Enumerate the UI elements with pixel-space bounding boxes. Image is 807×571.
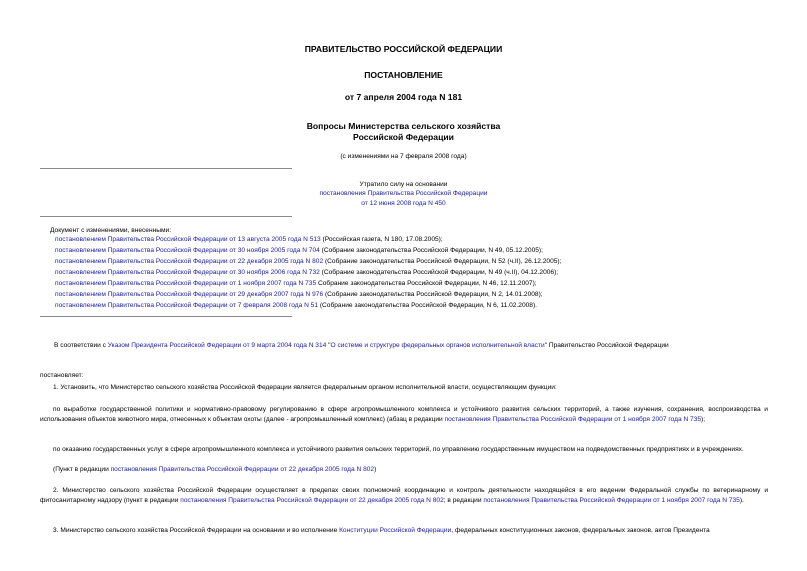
change-item xyxy=(55,247,543,254)
change-source: (Собрание законодательства Российской Федерации, N 2, 14.01.2008); xyxy=(323,291,543,298)
document-type: ПОСТАНОВЛЕНИЕ xyxy=(364,70,443,80)
change-item xyxy=(55,236,443,243)
document-title-line2: Российской Федерации xyxy=(353,132,454,142)
government-name: ПРАВИТЕЛЬСТВО РОССИЙСКОЙ ФЕДЕРАЦИИ xyxy=(304,44,503,54)
change-link[interactable]: постановлением Правительства Российской Федерации от 29 декабря 2007 года N 976 xyxy=(55,291,324,298)
item-2: 2. Министерство сельского хозяйства Российской Федерации осуществляет в пределах своих полномочий координацию и контроль деятельности находящейся в его ведении Федеральной службы по ветеринарному и фитосанитарному надзору (пункт в редакции постановления Правительства Российской Федерации от 22 декабря 2005 года N 802; в редакции постановления Правительства Российской Федерации от 1 ноября 2007 года N 735). xyxy=(40,487,768,504)
change-item xyxy=(55,269,558,276)
item-3-link-constitution[interactable]: Конституции Российской Федерации xyxy=(339,527,452,534)
change-item xyxy=(55,258,561,265)
divider xyxy=(40,316,292,317)
changes-intro: Документ с изменениями, внесенными: xyxy=(50,227,172,234)
item-1a: по выработке государственной политики и нормативно-правовому регулированию в сфере агропромышленного комплекса и устойчивого развития сельских территорий, а также изучения, сохранения, воспроизводства и использования объектов животного мира, отнесенных к объектам охоты (далее - агропромышленный комплекс) (абзац в редакции постановления Правительства Российской Федерации от 1 ноября 2007 года N 735); xyxy=(40,406,768,423)
change-source: Собрание законодательства Российской Федерации, N 46, 12.11.2007); xyxy=(316,280,537,287)
invalidation-link-line1[interactable]: постановления Правительства Российской Федерации xyxy=(319,190,488,197)
item-1b: по оказанию государственных услуг в сфере агропромышленного комплекса и устойчивого развития сельских территорий, по управлению государственным имуществом на подведомственных предприятиях и в учреждениях. xyxy=(53,446,744,453)
document-title-line1: Вопросы Министерства сельского хозяйства xyxy=(306,121,501,131)
change-link[interactable]: постановлением Правительства Российской Федерации от 7 февраля 2008 года N 51 xyxy=(55,302,319,309)
change-source: (Собрание законодательства Российской Федерации, N 49, 05.12.2005); xyxy=(319,247,543,254)
change-item xyxy=(55,280,537,287)
preamble: В соответствии с Указом Президента Российской Федерации от 9 марта 2004 года N 314 "О системе и структуре федеральных органов исполнительной власти" Правительство Российской Федерации xyxy=(54,342,669,349)
item-1b-note-link[interactable]: постановления Правительства Российской Федерации от 22 декабря 2005 года N 802 xyxy=(110,466,375,473)
invalidation-link-line2[interactable]: от 12 июня 2008 года N 450 xyxy=(361,200,446,207)
change-link[interactable]: постановлением Правительства Российской Федерации от 30 ноября 2005 года N 704 xyxy=(55,247,320,254)
item-1: 1. Установить, что Министерство сельского хозяйства Российской Федерации является федеральным органом исполнительной власти, осуществляющим функции: xyxy=(53,384,557,391)
change-item xyxy=(55,291,543,298)
preamble-link-decree[interactable]: Указом Президента Российской Федерации от 9 марта 2004 года N 314 xyxy=(107,342,327,349)
change-link[interactable]: постановлением Правительства Российской Федерации от 13 августа 2005 года N 513 xyxy=(55,236,321,243)
item-1b-note: (Пункт в редакции постановления Правительства Российской Федерации от 22 декабря 2005 года N 802) xyxy=(53,466,377,473)
change-source: (Собрание законодательства Российской Федерации, N 6, 11.02.2008). xyxy=(318,302,538,309)
invalidation-line: Утратило силу на основании xyxy=(359,181,448,188)
change-item xyxy=(55,302,537,309)
decrees-word: постановляет: xyxy=(40,372,84,379)
change-link[interactable]: постановлением Правительства Российской Федерации от 22 декабря 2005 года N 802 xyxy=(55,258,324,265)
preamble-link-system[interactable]: О системе и структуре федеральных органов исполнительной власти xyxy=(330,342,545,349)
item-1a-link[interactable]: постановления Правительства Российской Федерации от 1 ноября 2007 года N 735 xyxy=(444,415,702,423)
document-date-number: от 7 апреля 2004 года N 181 xyxy=(344,92,463,102)
item-2-link1[interactable]: постановления Правительства Российской Федерации от 22 декабря 2005 года N 802 xyxy=(180,496,444,504)
divider xyxy=(40,216,292,217)
change-source: (Собрание законодательства Российской Федерации, N 52 (ч.II), 26.12.2005); xyxy=(323,258,562,265)
amendments-note: (с изменениями на 7 февраля 2008 года) xyxy=(340,153,467,160)
change-source: (Собрание законодательства Российской Федерации, N 49 (ч.II), 04.12.2006); xyxy=(319,269,559,276)
divider xyxy=(40,168,292,169)
item-3: 3. Министерство сельского хозяйства Российской Федерации на основании и во исполнение Конституции Российской Федерации, федеральных конституционных законов, федеральных законов, актов Президента xyxy=(53,527,710,534)
change-link[interactable]: постановлением Правительства Российской Федерации от 1 ноября 2007 года N 735 xyxy=(55,280,317,287)
change-link[interactable]: постановлением Правительства Российской Федерации от 30 ноября 2006 года N 732 xyxy=(55,269,320,276)
change-source: (Российская газета, N 180, 17.08.2005); xyxy=(320,236,443,243)
item-2-link2[interactable]: постановления Правительства Российской Федерации от 1 ноября 2007 года N 735 xyxy=(483,496,740,504)
